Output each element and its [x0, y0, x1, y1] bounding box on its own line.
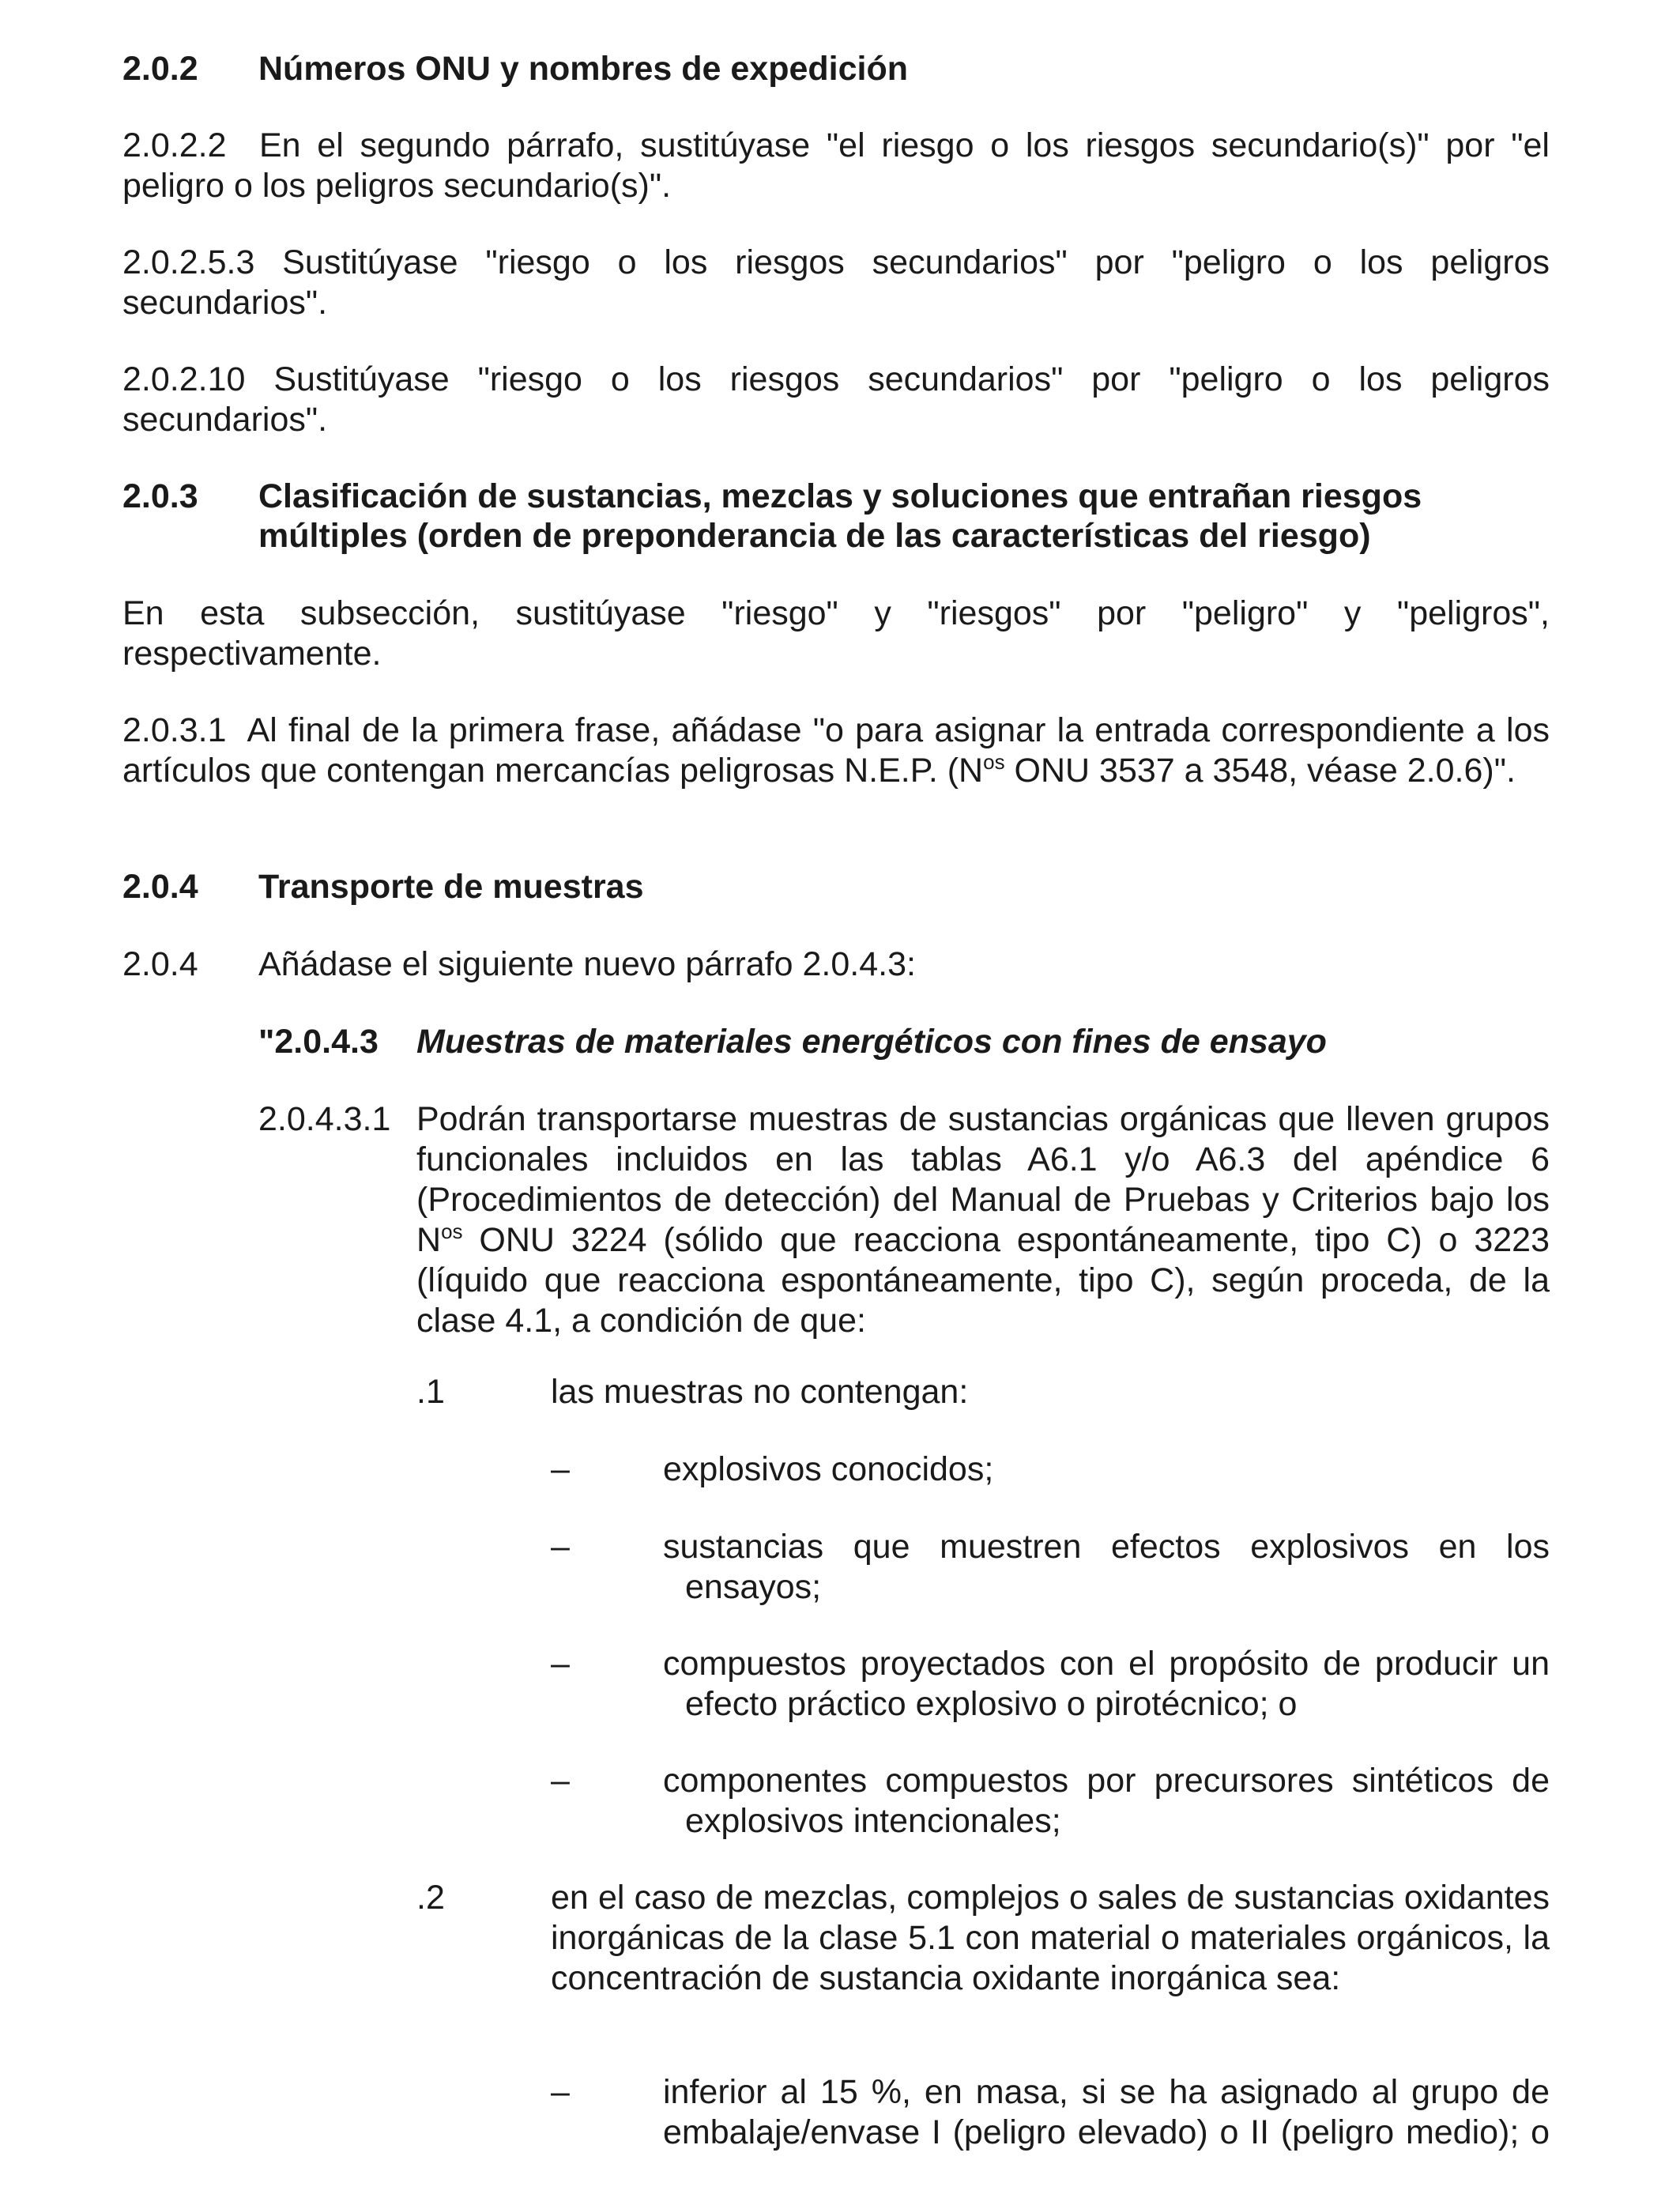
superscript-os: os	[983, 750, 1005, 774]
paragraph-ref: 2.0.2.2	[122, 126, 227, 164]
section-title: Números ONU y nombres de expedición	[258, 50, 908, 88]
section-title: Transporte de muestras	[258, 868, 644, 906]
opening-quote: "	[258, 1023, 275, 1061]
dash-marker: –	[551, 1645, 570, 1683]
paragraph-2-0-3-1	[122, 711, 1550, 791]
paragraph-text: Sustitúyase "riesgo o los riesgos secundarios" por "peligro o los peligros secundarios".	[122, 243, 1550, 322]
paragraph-2-0-2-5-3	[122, 243, 1550, 323]
paragraph-text: Añádase el siguiente nuevo párrafo 2.0.4.3:	[258, 945, 916, 983]
bullet-text-line-2: efecto práctico explosivo o pirotécnico; o	[685, 1685, 1298, 1723]
paragraph-2-0-2-10	[122, 360, 1550, 440]
list-item-number: .1	[416, 1373, 445, 1411]
subsection-title: Muestras de materiales energéticos con fines de ensayo	[416, 1023, 1327, 1061]
bullet-text-line-1: inferior al 15 %, en masa, si se ha asignado al grupo de	[663, 2073, 1550, 2111]
paragraph-text-a: Podrán transportarse muestras de sustancias orgánicas que lleven grupos funcionales incluidos en las tablas A6.1 y/o A6.3 del apéndice 6 (Procedimientos de detección) del Manual de Pruebas y Criterios bajo los N	[416, 1100, 1550, 1259]
bullet-text-line-1: compuestos proyectados con el propósito de producir un	[663, 1645, 1550, 1683]
paragraph-ref: 2.0.3.1	[122, 711, 227, 749]
paragraph-2-0-3-intro: En esta subsección, sustitúyase "riesgo" y "riesgos" por "peligro" y "peligros", respectivamente.	[122, 594, 1550, 673]
list-item-text: en el caso de mezclas, complejos o sales de sustancias oxidantes inorgánicas de la clase 5.1 con material o materiales orgánicos, la concentración de sustancia oxidante inorgánica sea:	[551, 1879, 1550, 1997]
list-item-text: las muestras no contengan:	[551, 1373, 969, 1411]
bullet-text: explosivos conocidos;	[663, 1450, 994, 1488]
paragraph-ref: 2.0.4.3.1	[258, 1100, 391, 1138]
subsection-number: "2.0.4.3	[258, 1023, 379, 1061]
paragraph-ref: 2.0.2.10	[122, 360, 246, 398]
superscript-os: os	[441, 1220, 463, 1243]
dash-marker: –	[551, 1528, 570, 1566]
bullet-text-line-2: explosivos intencionales;	[685, 1802, 1061, 1840]
paragraph-text-a: Al final de la primera frase, añádase "o para asignar la entrada correspondiente a los artículos que contengan mercancías peligrosas N.E.P. (N	[122, 711, 1550, 790]
paragraph-text-b: ONU 3224 (sólido que reacciona espontáneamente, tipo C) o 3223 (líquido que reacciona espontáneamente, tipo C), según proceda, de la clase 4.1, a condición de que:	[416, 1221, 1550, 1340]
section-number: 2.0.4	[122, 868, 198, 906]
section-title-line-1: Clasificación de sustancias, mezclas y soluciones que entrañan riesgos	[258, 477, 1422, 515]
paragraph-text: Sustitúyase "riesgo o los riesgos secundarios" por "peligro o los peligros secundarios".	[122, 360, 1550, 439]
bullet-text-line-1: sustancias que muestren efectos explosivos en los	[663, 1528, 1550, 1566]
section-number: 2.0.2	[122, 50, 198, 88]
list-item-number: .2	[416, 1879, 445, 1917]
section-number: 2.0.3	[122, 477, 198, 515]
paragraph-2-0-2-2	[122, 126, 1550, 206]
bullet-text-line-2: embalaje/envase I (peligro elevado) o II (peligro medio); o	[663, 2113, 1550, 2151]
paragraph-body	[416, 1099, 1550, 1341]
dash-marker: –	[551, 1450, 570, 1488]
paragraph-text-b: ONU 3537 a 3548, véase 2.0.6)".	[1004, 752, 1516, 790]
paragraph-ref: 2.0.4	[122, 945, 198, 983]
bullet-text-line-2: ensayos;	[685, 1568, 822, 1606]
bullet-text-line-1: componentes compuestos por precursores sintéticos de	[663, 1762, 1550, 1800]
paragraph-text: En el segundo párrafo, sustitúyase "el riesgo o los riesgos secundario(s)" por "el peligro o los peligros secundario(s)".	[122, 126, 1550, 205]
section-title-line-2: múltiples (orden de preponderancia de las características del riesgo)	[258, 517, 1371, 555]
dash-marker: –	[551, 1762, 570, 1800]
paragraph-ref: 2.0.2.5.3	[122, 243, 255, 281]
dash-marker: –	[551, 2073, 570, 2111]
